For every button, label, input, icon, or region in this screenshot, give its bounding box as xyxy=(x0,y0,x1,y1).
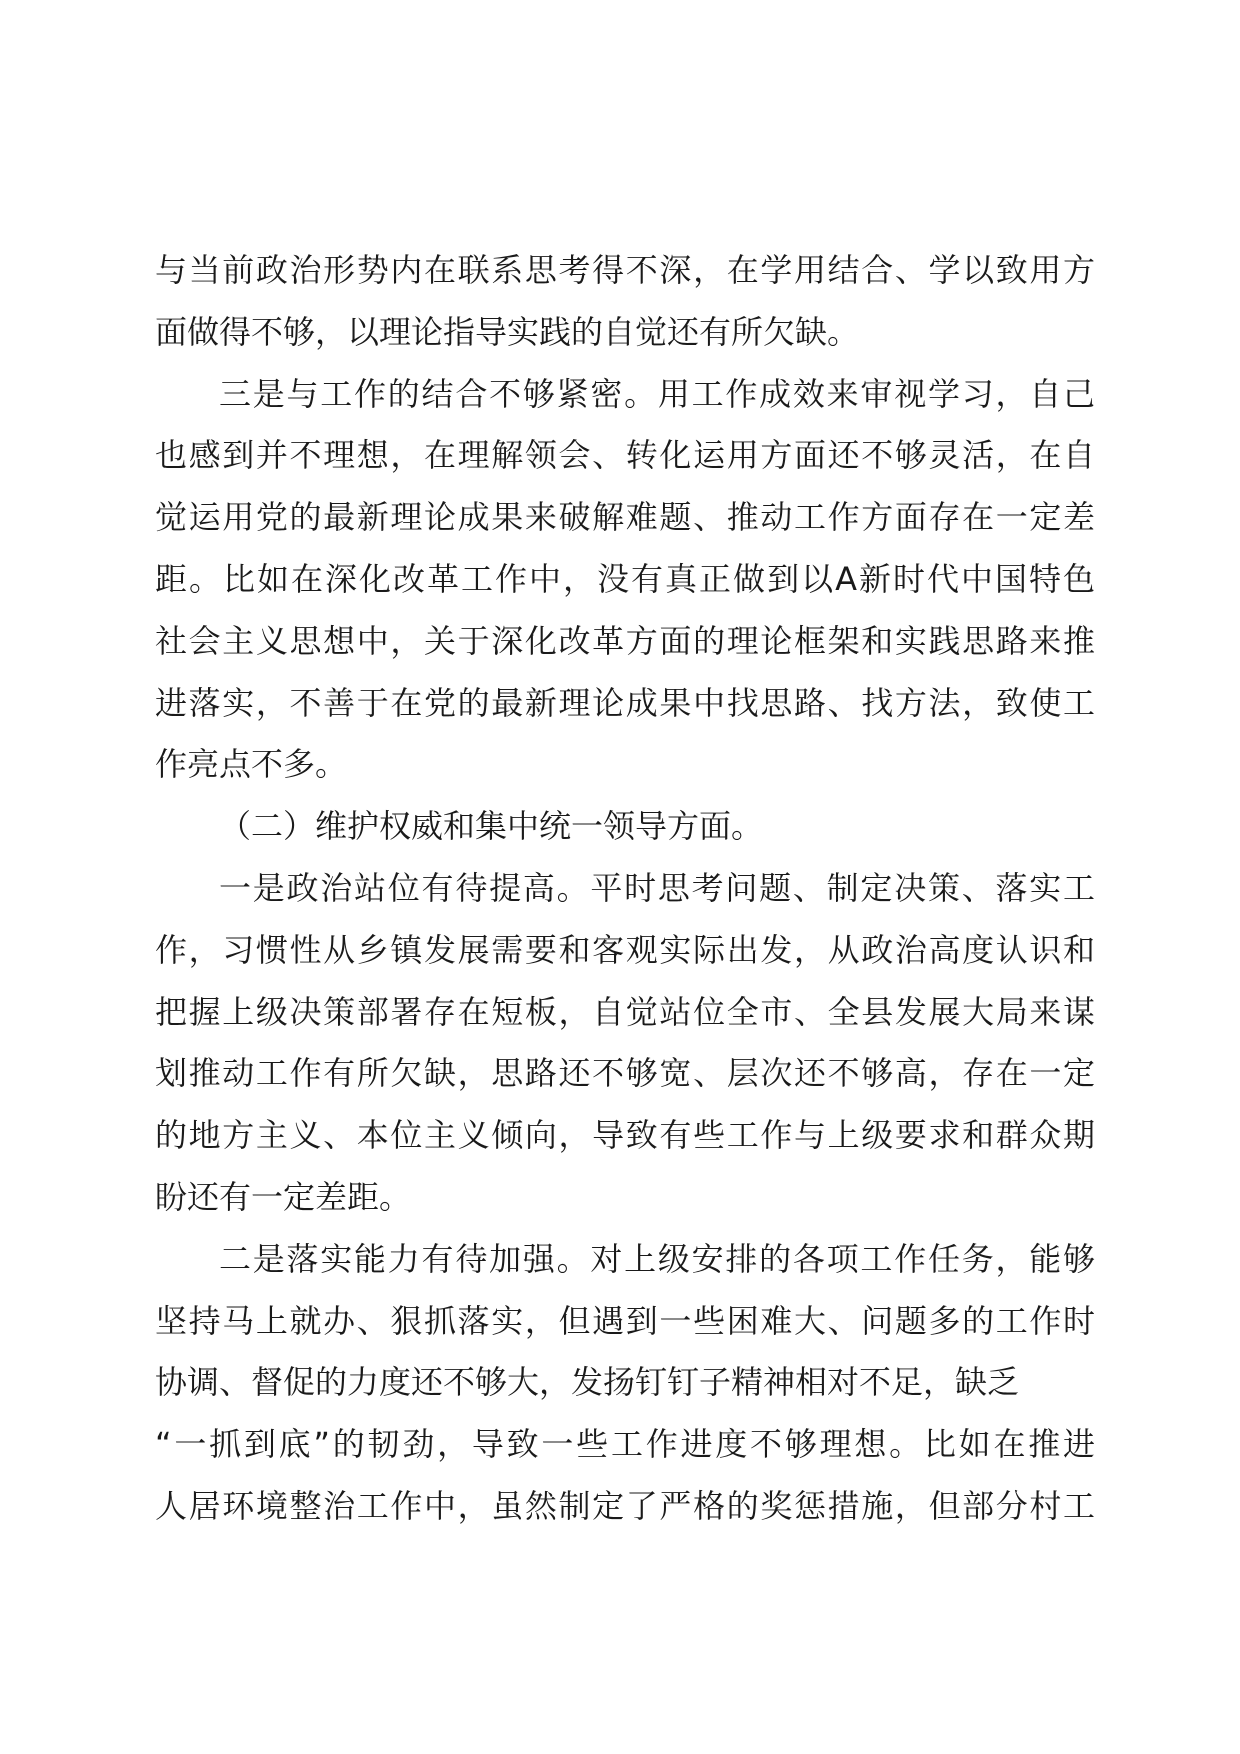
text-line: 二是落实能力有待加强。对上级安排的各项工作任务，能够 xyxy=(219,1239,1095,1278)
text-line: “一抓到底”的韧劲，导致一些工作进度不够理想。比如在推进 xyxy=(155,1425,1095,1464)
text-line: 的地方主义、本位主义倾向，导致有些工作与上级要求和群众期 xyxy=(155,1116,1095,1155)
text-line: 一是政治站位有待提高。平时思考问题、制定决策、落实工 xyxy=(219,868,1095,907)
text-line: 三是与工作的结合不够紧密。用工作成效来审视学习，自己 xyxy=(219,374,1095,413)
text-line: 作，习惯性从乡镇发展需要和客观实际出发，从政治高度认识和 xyxy=(155,930,1095,969)
text-line: 坚持马上就办、狠抓落实，但遇到一些困难大、问题多的工作时 xyxy=(155,1301,1095,1340)
text-line: 协调、督促的力度还不够大，发扬钉钉子精神相对不足，缺乏 xyxy=(155,1363,1020,1402)
text-line: 觉运用党的最新理论成果来破解难题、推动工作方面存在一定差 xyxy=(155,498,1095,537)
text-line: 也感到并不理想，在理解领会、转化运用方面还不够灵活，在自 xyxy=(155,436,1095,475)
text-line: 人居环境整治工作中，虽然制定了严格的奖惩措施，但部分村工 xyxy=(155,1486,1095,1525)
text-line: 与当前政治形势内在联系思考得不深，在学用结合、学以致用方 xyxy=(155,251,1095,289)
text-line: 盼还有一定差距。 xyxy=(155,1177,412,1216)
text-line: 社会主义思想中，关于深化改革方面的理论框架和实践思路来推 xyxy=(155,621,1095,660)
text-line: 把握上级决策部署存在短板，自觉站位全市、全县发展大局来谋 xyxy=(155,992,1095,1031)
text-line: 面做得不够，以理论指导实践的自觉还有所欠缺。 xyxy=(155,312,860,351)
text-line: 进落实，不善于在党的最新理论成果中找思路、找方法，致使工 xyxy=(155,683,1095,722)
text-line: 划推动工作有所欠缺，思路还不够宽、层次还不够高，存在一定 xyxy=(155,1054,1095,1093)
document-body xyxy=(155,240,1095,1538)
text-line: 距。比如在深化改革工作中，没有真正做到以A新时代中国特色 xyxy=(155,559,1095,598)
section-heading: （二）维护权威和集中统一领导方面。 xyxy=(219,807,764,846)
text-line: 作亮点不多。 xyxy=(155,745,348,784)
